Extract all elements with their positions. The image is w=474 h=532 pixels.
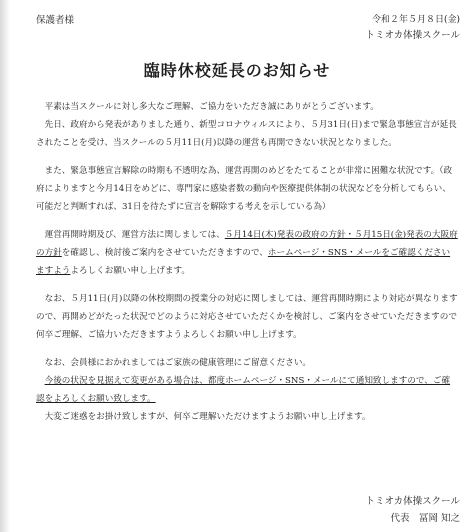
- paragraph-class-handling: なお、５月11日(月)以降の休校期間の授業分の対応に関しましては、運営再開時期により対応が異なりますので、再開めどがたった状況でどのように対応させていただくかを検討し、ご案内をさせていただきますので何卒ご理解、ご協力いただきますようよろしくお願い申し上げます。: [36, 294, 458, 340]
- paragraph-health: なお、会員様におかれましてはご家族の健康管理にご留意ください。: [44, 358, 312, 368]
- paragraph-uncertainty: また、緊急事態宣言解除の時期も不透明な為、運営再開のめどをたてることが非常に困難な状況です。（政府によりますと今月14日をめどに、専門家に感染者数の動向や医療提供体制の状況などを分析してもらい、可能だと判断すれば、31日を待たずに宣言を解除する考えを示している為）: [36, 166, 453, 212]
- addressee: 保護者様: [36, 15, 75, 26]
- reopening-underline-policy: ５月14日(木)発表の政府の方針・５月15日(金)発表の大阪府の方針: [36, 230, 458, 258]
- paragraph-reopening: [36, 226, 458, 280]
- reopening-text-c: よろしくお願い申し上げます。: [70, 266, 191, 276]
- date: 令和２年５月８日(金): [371, 15, 460, 25]
- school-name-footer: トミオカ体操スクール: [365, 496, 460, 507]
- page-title: 臨時休校延長のお知らせ: [143, 61, 331, 80]
- paragraph-greeting: 平素は当スクールに対し多大なご理解、ご協力をいただき誠にありがとうございます。: [44, 102, 379, 112]
- school-name-header: トミオカ体操スクール: [365, 30, 460, 41]
- representative: 代表 冨岡 知之: [390, 513, 460, 524]
- reopening-text-a: 運営再開時期及び、運営方法に関しましては、: [44, 230, 225, 240]
- updates-underline: 今後の状況を見据えて変更がある場合は、都度ホームページ・SNS・メールにて通知致しますので、ご確認をよろしくお願い致します。: [36, 376, 451, 404]
- reopening-text-b: を確認し、検討後ご案内をさせていただきますので、: [61, 248, 268, 258]
- paragraph-updates: [36, 372, 458, 408]
- paragraph-apology: 大変ご迷惑をお掛け致しますが、何卒ご理解いただけますようお願い申し上げます。: [44, 412, 371, 422]
- reopening-underline-channels: ホームページ・SNS・メールをご確認くださいますよう: [36, 248, 451, 276]
- paragraph-extension: 先日、政府から発表がありました通り、新型コロナウィルスにより、５月31日(日)まで緊急事態宣言が延長されたことを受け、当スクールの５月11日(月)以降の運営も再開できない状況となりました。: [36, 120, 457, 148]
- notice-body: [36, 98, 458, 426]
